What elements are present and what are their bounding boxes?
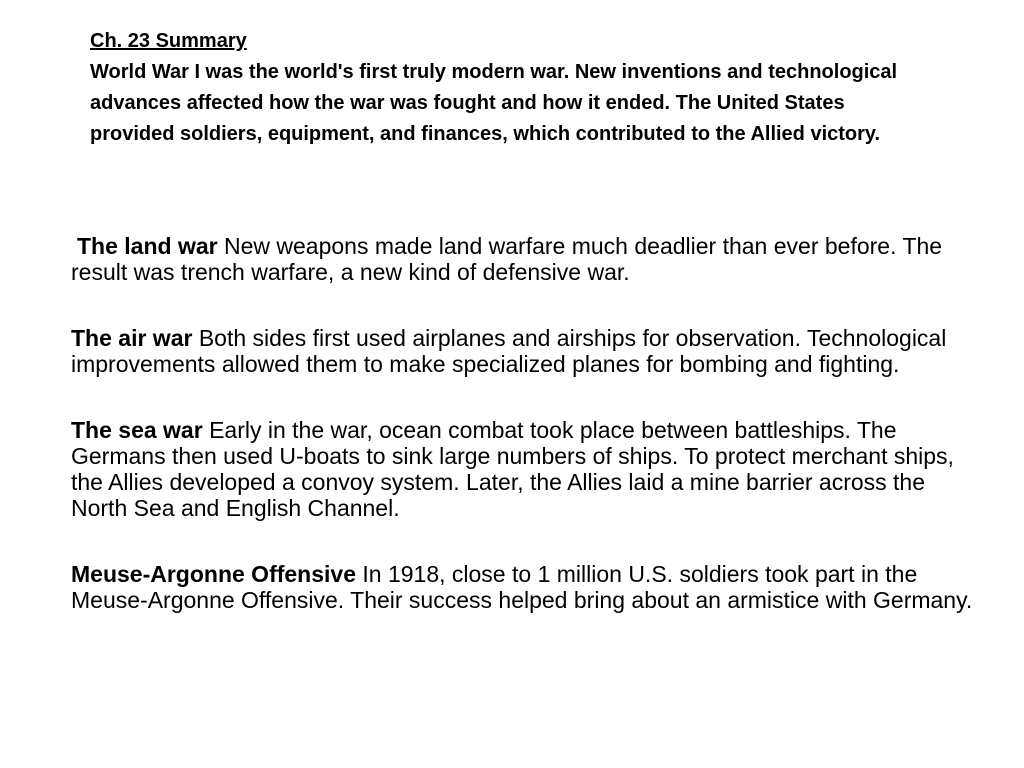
- topic-text: Early in the war, ocean combat took place between battleships. The Germans then used U-boats to sink large numbers of ships. To protect merchant ships, the Allies developed a convoy system. Later, the Allies laid a mine barrier across the North Sea and English Channel.: [71, 417, 954, 521]
- topics-list: [71, 233, 976, 653]
- topic-air-war: [71, 325, 976, 377]
- topic-sea-war: [71, 417, 976, 521]
- topic-heading: The air war: [71, 325, 193, 351]
- topic-heading: The land war: [77, 233, 218, 259]
- topic-text: Both sides first used airplanes and airships for observation. Technological improvements allowed them to make specialized planes for bombing and fighting.: [71, 325, 947, 377]
- topic-text: New weapons made land warfare much deadlier than ever before. The result was trench warfare, a new kind of defensive war.: [71, 233, 943, 285]
- summary-box: [90, 26, 910, 150]
- topic-land-war: [71, 233, 976, 285]
- summary-title: Ch. 23 Summary: [90, 30, 247, 52]
- topic-text: In 1918, close to 1 million U.S. soldiers took part in the Meuse-Argonne Offensive. Their success helped bring about an armistice with Germany.: [71, 561, 973, 613]
- summary-text: World War I was the world's first truly modern war. New inventions and technological advances affected how the war was fought and how it ended. The United States provided soldiers, equipment, and finances, which contributed to the Allied victory.: [90, 61, 898, 145]
- topic-heading: Meuse-Argonne Offensive: [71, 561, 356, 587]
- topic-heading: The sea war: [71, 417, 203, 443]
- topic-meuse-argonne: [71, 561, 976, 613]
